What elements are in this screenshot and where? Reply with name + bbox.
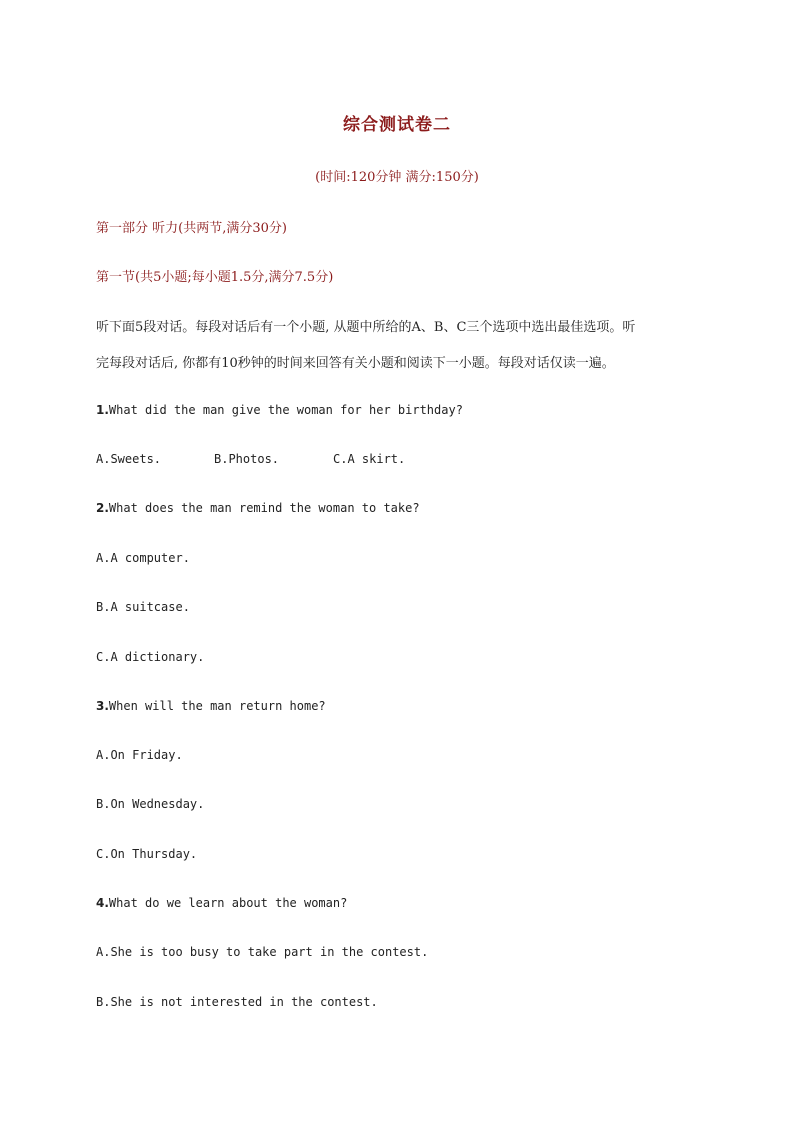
question-text: What did the man give the woman for her birthday? xyxy=(108,403,463,417)
option-a: A.A computer. xyxy=(96,551,190,565)
part-heading: 第一部分 听力(共两节,满分30分) xyxy=(96,221,287,236)
question-1 xyxy=(96,403,463,417)
option-c: C.A skirt. xyxy=(333,452,406,466)
section-heading: 第一节(共5小题;每小题1.5分,满分7.5分) xyxy=(96,270,334,285)
option-c: C.On Thursday. xyxy=(96,847,198,861)
question-4 xyxy=(96,896,347,910)
instructions-line-1: 听下面5段对话。每段对话后有一个小题, 从题中所给的A、B、C三个选项中选出最佳选项。听 xyxy=(96,320,636,335)
option-b: B.On Wednesday. xyxy=(96,797,205,811)
question-text: What do we learn about the woman? xyxy=(108,896,348,910)
option-b: B.She is not interested in the contest. xyxy=(96,995,378,1009)
page-title: 综合测试卷二 xyxy=(343,115,451,135)
question-1-options xyxy=(96,452,405,466)
question-text: What does the man remind the woman to take? xyxy=(108,501,420,515)
option-a: A.She is too busy to take part in the contest. xyxy=(96,945,429,959)
question-number: 3. xyxy=(96,699,109,713)
question-2 xyxy=(96,501,420,515)
option-a: A.Sweets. xyxy=(96,452,162,466)
exam-time-score: (时间:120分钟 满分:150分) xyxy=(315,170,479,185)
question-number: 4. xyxy=(96,896,109,910)
option-b: B.A suitcase. xyxy=(96,600,190,614)
option-b: B.Photos. xyxy=(214,452,280,466)
question-text: When will the man return home? xyxy=(108,699,326,713)
instructions-line-2: 完每段对话后, 你都有10秒钟的时间来回答有关小题和阅读下一小题。每段对话仅读一遍。 xyxy=(96,356,615,371)
option-c: C.A dictionary. xyxy=(96,650,205,664)
question-number: 2. xyxy=(96,501,109,515)
option-a: A.On Friday. xyxy=(96,748,183,762)
question-number: 1. xyxy=(96,403,109,417)
question-3 xyxy=(96,699,326,713)
